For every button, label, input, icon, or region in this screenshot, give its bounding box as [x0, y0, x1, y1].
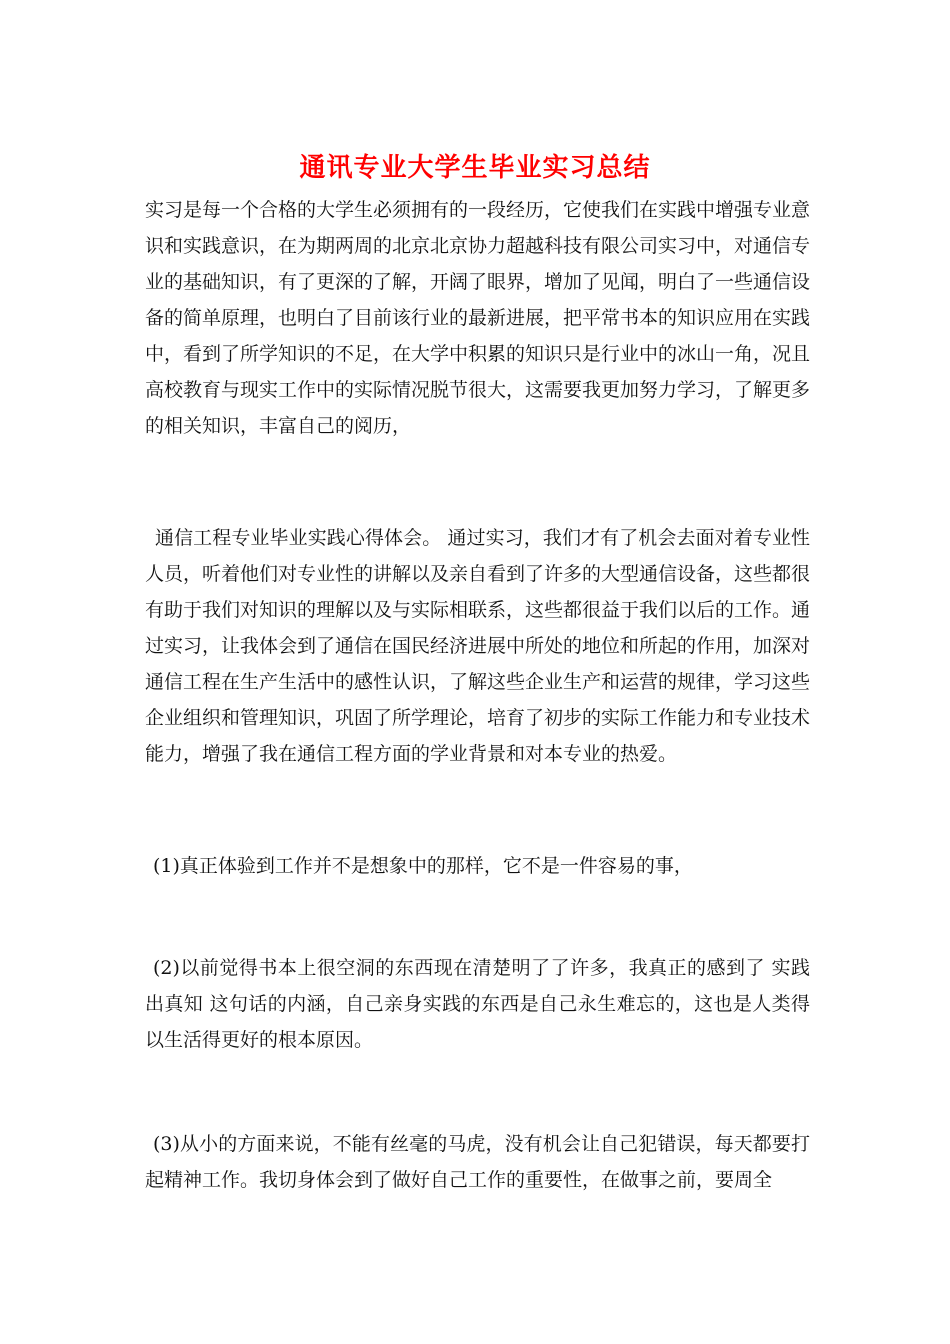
paragraph-point-3: (3)从小的方面来说，不能有丝毫的马虎，没有机会让自己犯错误，每天都要打起精神工作。我切身体会到了做好自己工作的重要性，在做事之前，要周全: [145, 1133, 810, 1191]
paragraph-point-2: (2)以前觉得书本上很空洞的东西现在清楚明了了许多，我真正的感到了 实践出真知 这句话的内涵，自己亲身实践的东西是自己永生难忘的，这也是人类得以生活得更好的根本原因。: [145, 957, 810, 1051]
paragraph-point-1: (1)真正体验到工作并不是想象中的那样，它不是一件容易的事，: [153, 855, 693, 877]
paragraph-intro: 实习是每一个合格的大学生必须拥有的一段经历，它使我们在实践中增强专业意识和实践意识，在为期两周的北京北京协力超越科技有限公司实习中，对通信专业的基础知识，有了更深的了解，开阔了眼界，增加了见闻，明白了一些通信设备的简单原理，也明白了目前该行业的最新进展，把平常书本的知识应用在实践中，看到了所学知识的不足，在大学中积累的知识只是行业中的冰山一角，况且高校教育与现实工作中的实际情况脱节很大，这需要我更加努力学习，了解更多的相关知识，丰富自己的阅历，: [145, 199, 811, 437]
paragraph-experience: 通信工程专业毕业实践心得体会。 通过实习，我们才有了机会去面对着专业性人员，听着他们对专业性的讲解以及亲自看到了许多的大型通信设备，这些都很有助于我们对知识的理解以及与实际相联系，这些都很益于我们以后的工作。通过实习，让我体会到了通信在国民经济进展中所处的地位和所起的作用，加深对通信工程在生产生活中的感性认识，了解这些企业生产和运营的规律，学习这些企业组织和管理知识，巩固了所学理论，培育了初步的实际工作能力和专业技术能力，增强了我在通信工程方面的学业背景和对本专业的热爱。: [145, 527, 811, 765]
document-title: 通讯专业大学生毕业实习总结: [299, 153, 651, 183]
